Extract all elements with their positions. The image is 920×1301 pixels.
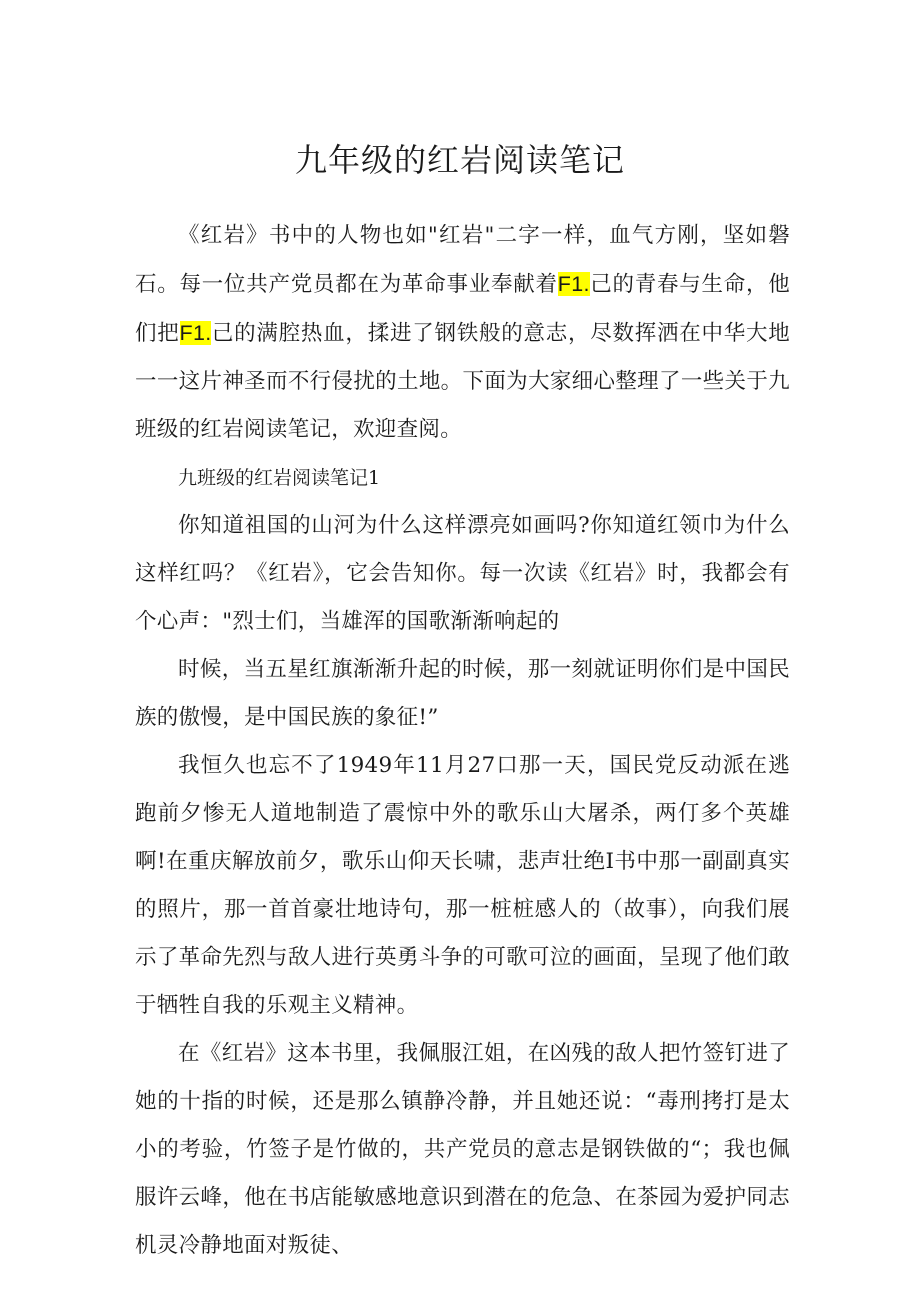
highlight-mark-1: F1. [557, 272, 590, 296]
body-paragraph-3: 我恒久也忘不了1949年11月27口那一天，国民党反动派在逃跑前夕惨无人道地制造了震惊中外的歌乐山大屠杀，两仃多个英雄啊!在重庆解放前夕，歌乐山仰天长啸，悲声壮绝I书中那一副副真实的照片，那一首首豪壮地诗句，那一桩桩感人的（故事），向我们展示了革命先烈与敌人进行英勇斗争的可歌可泣的画面，呈现了他们敢于牺牲自我的乐观主义精神。 [135, 753, 790, 1018]
document-title: 九年级的红岩阅读笔记 [294, 141, 625, 179]
intro-text-2: 己的青春与生命，他们把 [135, 272, 791, 346]
section-heading: 九班级的红岩阅读笔记1 [178, 467, 381, 489]
document-body [135, 212, 790, 1270]
body-paragraph-1: 你知道祖国的山河为什么这样漂亮如画吗?你知道红领巾为什么这样红吗？《红岩》，它会告知你。每一次读《红岩》时，我都会有个心声："烈士们，当雄浑的国歌渐渐响起的 [135, 513, 790, 634]
intro-text-3: 己的满腔热血，揉进了钢铁般的意志，尽数挥洒在中华大地一一这片神圣而不行侵扰的土地。下面为大家细心整理了一些关于九班级的红岩阅读笔记，欢迎查阅。 [135, 321, 790, 442]
intro-text-1: 《红岩》书中的人物也如"红岩"二字一样，血气方刚，坚如磐石。每一位共产党员都在为革命事业奉献着 [135, 223, 790, 297]
intro-paragraph [135, 212, 790, 454]
highlight-mark-2: F1. [179, 321, 212, 345]
body-paragraph-4: 在《红岩》这本书里，我佩服江姐，在凶残的敌人把竹签钉进了她的十指的时候，还是那么镇静冷静，并且她还说：“毒刑拷打是太小的考验，竹签子是竹做的，共产党员的意志是钢铁做的“；我也佩服许云峰，他在书店能敏感地意识到潜在的危急、在茶园为爱护同志机灵冷静地面对叛徒、 [135, 1041, 790, 1258]
body-paragraph-2: 时候，当五星红旗渐渐升起的时候，那一刻就证明你们是中国民族的傲慢，是中国民族的象征!” [135, 657, 790, 730]
